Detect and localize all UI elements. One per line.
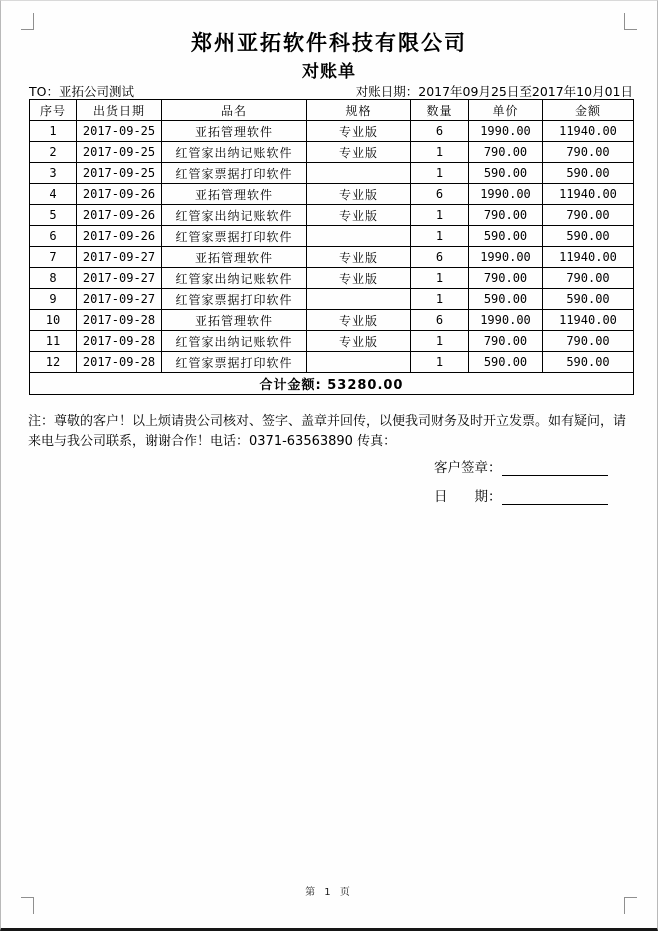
date-line: [502, 489, 608, 505]
table-cell: 3: [30, 163, 77, 184]
table-cell: 790.00: [469, 268, 543, 289]
table-cell: 亚拓管理软件: [162, 247, 307, 268]
table-header-cell: 单价: [469, 100, 543, 121]
table-cell: 11: [30, 331, 77, 352]
table-row: [30, 121, 634, 142]
table-cell: 6: [411, 184, 469, 205]
table-cell: [307, 289, 411, 310]
table-cell: 590.00: [469, 163, 543, 184]
table-cell: 2017-09-28: [77, 310, 162, 331]
table-cell: 红管家出纳记账软件: [162, 331, 307, 352]
table-header-cell: 出货日期: [77, 100, 162, 121]
table-cell: 红管家出纳记账软件: [162, 142, 307, 163]
table-header-cell: 品名: [162, 100, 307, 121]
table-row: [30, 184, 634, 205]
table-cell: [307, 226, 411, 247]
table-cell: 专业版: [307, 310, 411, 331]
table-cell: [307, 163, 411, 184]
table-total-row: [30, 373, 634, 395]
customer-seal-row: [434, 456, 614, 476]
table-cell: 1990.00: [469, 247, 543, 268]
table-cell: 1: [411, 163, 469, 184]
date-label: 日 期：: [434, 489, 502, 505]
table-cell: 2: [30, 142, 77, 163]
page-number: 第 1 页: [305, 887, 353, 898]
table-row: [30, 163, 634, 184]
company-name: 郑州亚拓软件科技有限公司: [191, 31, 467, 55]
table-cell: 1990.00: [469, 184, 543, 205]
table-cell: 1990.00: [469, 310, 543, 331]
table-cell: 2017-09-25: [77, 142, 162, 163]
table-cell: 2017-09-27: [77, 247, 162, 268]
table-cell: 11940.00: [543, 247, 634, 268]
table-cell: 790.00: [543, 142, 634, 163]
table-cell: 790.00: [543, 268, 634, 289]
table-cell: 2017-09-26: [77, 226, 162, 247]
table-cell: 专业版: [307, 142, 411, 163]
table-cell: 6: [411, 310, 469, 331]
table-cell: 亚拓管理软件: [162, 310, 307, 331]
table-cell: 790.00: [469, 331, 543, 352]
table-cell: 590.00: [543, 163, 634, 184]
statement-table: [29, 99, 634, 395]
table-cell: [307, 352, 411, 373]
table-cell: 12: [30, 352, 77, 373]
table-cell: 2017-09-26: [77, 184, 162, 205]
table-cell: 2017-09-28: [77, 331, 162, 352]
table-cell: 2017-09-28: [77, 352, 162, 373]
table-cell: 11940.00: [543, 184, 634, 205]
table-cell: 590.00: [469, 289, 543, 310]
table-row: [30, 352, 634, 373]
table-cell: 1: [411, 331, 469, 352]
table-cell: 2017-09-27: [77, 268, 162, 289]
customer-seal-line: [502, 460, 608, 476]
table-cell: 590.00: [543, 226, 634, 247]
table-cell: 专业版: [307, 268, 411, 289]
table-cell: 亚拓管理软件: [162, 121, 307, 142]
table-cell: 9: [30, 289, 77, 310]
customer-seal-label: 客户签章：: [434, 460, 502, 476]
table-cell: 专业版: [307, 247, 411, 268]
note-text: 注：尊敬的客户！以上烦请贵公司核对、签字、盖章并回传，以便我司财务及时开立发票。如有疑问，请来电与我公司联系，谢谢合作！电话：0371-63563890 传真：: [28, 414, 627, 449]
table-cell: 1: [411, 205, 469, 226]
table-cell: 红管家票据打印软件: [162, 163, 307, 184]
table-cell: 10: [30, 310, 77, 331]
table-cell: 590.00: [469, 352, 543, 373]
table-row: [30, 268, 634, 289]
table-header-row: [30, 100, 634, 121]
table-header-cell: 序号: [30, 100, 77, 121]
table-cell: 红管家出纳记账软件: [162, 205, 307, 226]
table-cell: 2017-09-25: [77, 121, 162, 142]
table-cell: 红管家票据打印软件: [162, 289, 307, 310]
statement-meta-row: [29, 82, 633, 100]
table-cell: 2017-09-26: [77, 205, 162, 226]
signature-block: [434, 456, 614, 514]
table-cell: 专业版: [307, 184, 411, 205]
table-header-cell: 规格: [307, 100, 411, 121]
table-cell: 790.00: [469, 205, 543, 226]
table-cell: 亚拓管理软件: [162, 184, 307, 205]
table-cell: 1: [411, 226, 469, 247]
table-cell: 6: [411, 121, 469, 142]
date-row: [434, 485, 614, 505]
recipient-label: TO：亚拓公司测试: [29, 84, 134, 99]
total-amount: 合计金额: 53280.00: [30, 373, 634, 395]
table-cell: 红管家票据打印软件: [162, 226, 307, 247]
table-cell: 红管家出纳记账软件: [162, 268, 307, 289]
table-cell: 4: [30, 184, 77, 205]
table-cell: 红管家票据打印软件: [162, 352, 307, 373]
table-header-cell: 数量: [411, 100, 469, 121]
table-cell: 1990.00: [469, 121, 543, 142]
table-cell: 1: [30, 121, 77, 142]
table-cell: 11940.00: [543, 121, 634, 142]
table-cell: 1: [411, 268, 469, 289]
table-cell: 2017-09-25: [77, 163, 162, 184]
table-row: [30, 310, 634, 331]
margin-corner-mark-bottom-left: [21, 897, 34, 914]
table-row: [30, 226, 634, 247]
table-cell: 590.00: [469, 226, 543, 247]
table-row: [30, 331, 634, 352]
table-cell: 6: [411, 247, 469, 268]
table-cell: 专业版: [307, 205, 411, 226]
table-row: [30, 205, 634, 226]
table-cell: 6: [30, 226, 77, 247]
table-cell: 790.00: [543, 205, 634, 226]
margin-corner-mark-bottom-right: [624, 897, 637, 914]
table-cell: 专业版: [307, 121, 411, 142]
table-cell: 11940.00: [543, 310, 634, 331]
statement-table-body: [30, 121, 634, 373]
table-cell: 790.00: [469, 142, 543, 163]
table-cell: 5: [30, 205, 77, 226]
table-cell: 7: [30, 247, 77, 268]
table-cell: 专业版: [307, 331, 411, 352]
table-cell: 590.00: [543, 289, 634, 310]
table-cell: 790.00: [543, 331, 634, 352]
document-title: 对账单: [302, 62, 356, 82]
table-row: [30, 247, 634, 268]
table-row: [30, 289, 634, 310]
table-cell: 590.00: [543, 352, 634, 373]
table-row: [30, 142, 634, 163]
table-cell: 2017-09-27: [77, 289, 162, 310]
table-cell: 1: [411, 142, 469, 163]
statement-date-range: 对账日期：2017年09月25日至2017年10月01日: [355, 84, 633, 99]
table-cell: 1: [411, 352, 469, 373]
table-header-cell: 金额: [543, 100, 634, 121]
table-cell: 8: [30, 268, 77, 289]
table-cell: 1: [411, 289, 469, 310]
